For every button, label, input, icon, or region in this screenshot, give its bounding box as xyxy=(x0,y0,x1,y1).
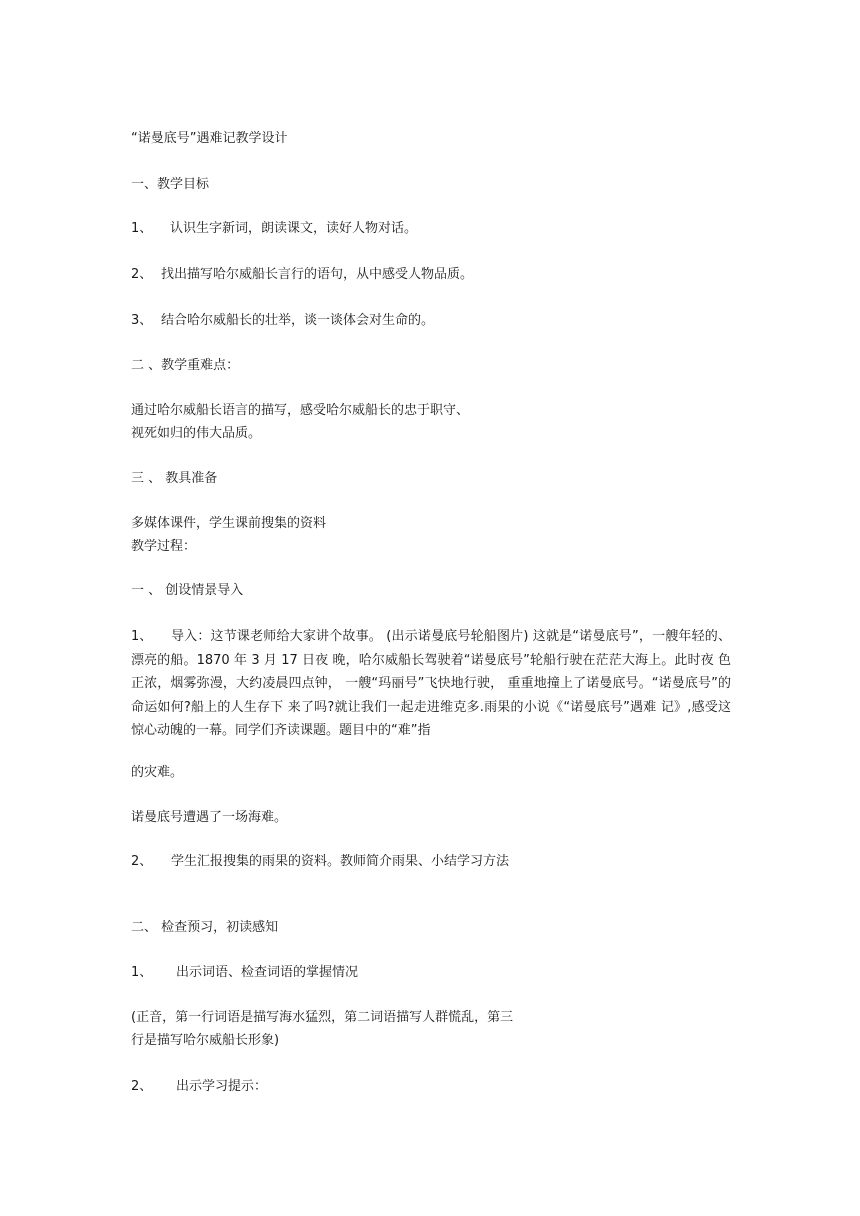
process-2-item-2-number: 2、 xyxy=(131,1079,153,1094)
process-1-item-2 xyxy=(131,852,509,871)
section-2-line-1: 通过哈尔威船长语言的描写，感受哈尔威船长的忠于职守、 xyxy=(131,403,470,418)
process-2-heading: 二、 检查预习，初读感知 xyxy=(131,920,279,935)
goal-item-1 xyxy=(131,219,417,238)
goal-item-2 xyxy=(131,265,473,284)
process-1-line: 诺曼底号遭遇了一场海难。 xyxy=(131,810,288,825)
process-heading: 教学过程： xyxy=(131,539,197,554)
process-1-item-2-text: 学生汇报搜集的雨果的资料。教师简介雨果、小结学习方法 xyxy=(171,854,510,869)
process-2-note-line-1: (正音，第一行词语是描写海水猛烈，第二词语描写人群慌乱，第三 xyxy=(131,1010,514,1025)
section-2-line-2: 视死如归的伟大品质。 xyxy=(131,426,262,441)
goal-3-text: 结合哈尔威船长的壮举，谈一谈体会对生命的。 xyxy=(161,313,435,328)
doc-title: “诺曼底号”遇难记教学设计 xyxy=(131,131,288,146)
process-1-item-1-text: 导入：这节课老师给大家讲个故事。 (出示诺曼底号轮船图片) 这就是“诺曼底号”，一艘年轻的、漂亮的船。1870 年 3 月 17 日夜 晚，哈尔威船长驾驶着“诺曼底号”轮船行驶在茫茫大海上。此时夜 色正浓，烟雾弥漫，大约凌晨四点钟， 一艘“玛丽号”飞快地行驶， 重重地撞上了诺曼底号。“诺曼底号”的命运如何?船上的人生存下 来了吗?就让我们一起走进维克多.雨果的小说《“诺曼底号”遇难 记》,感受这惊心动魄的一幕。同学们齐读课题。题目中的“难”指 xyxy=(131,629,731,738)
process-2-item-2 xyxy=(131,1077,267,1096)
process-2-item-1 xyxy=(131,963,358,982)
goal-2-text: 找出描写哈尔威船长言行的语句，从中感受人物品质。 xyxy=(161,267,474,282)
goal-2-number: 2、 xyxy=(131,267,153,282)
section-3-line-1: 多媒体课件，学生课前搜集的资料 xyxy=(131,516,327,531)
process-2-item-2-text: 出示学习提示： xyxy=(176,1079,268,1094)
goal-3-number: 3、 xyxy=(131,313,153,328)
process-2-note-line-2: 行是描写哈尔威船长形象) xyxy=(131,1033,280,1048)
section-3-heading: 三 、 教具准备 xyxy=(131,471,218,486)
goal-1-text: 认识生字新词，朗读课文，读好人物对话。 xyxy=(170,221,418,236)
process-1-item-2-number: 2、 xyxy=(131,854,153,869)
process-2-item-1-text: 出示词语、检查词语的掌握情况 xyxy=(176,965,359,980)
process-1-heading: 一 、 创设情景导入 xyxy=(131,583,244,598)
goal-item-3 xyxy=(131,311,434,330)
process-2-item-1-number: 1、 xyxy=(131,965,153,980)
section-1-heading: 一、教学目标 xyxy=(131,177,210,192)
section-2-heading: 二 、教学重难点： xyxy=(131,358,240,373)
process-1-item-1-tail: 的灾难。 xyxy=(131,765,184,780)
process-1-item-1-number: 1、 xyxy=(131,629,153,644)
goal-1-number: 1、 xyxy=(131,221,153,236)
